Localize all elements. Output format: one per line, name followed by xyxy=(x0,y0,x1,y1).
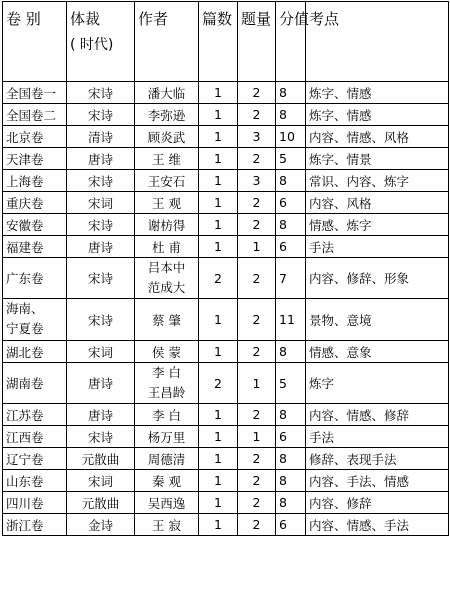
cell-ticai: 宋诗 xyxy=(67,258,135,299)
cell-kaodian: 炼字、情感 xyxy=(306,104,449,126)
header-kaodian: 考点 xyxy=(306,2,449,82)
header-juan: 卷 别 xyxy=(3,2,67,82)
cell-fenzhi: 8 xyxy=(276,170,306,192)
cell-juan xyxy=(3,299,67,341)
cell-pianshu: 1 xyxy=(199,341,238,363)
cell-juan: 江西卷 xyxy=(3,426,67,448)
cell-ticai: 宋诗 xyxy=(67,170,135,192)
cell-fenzhi: 8 xyxy=(276,82,306,104)
cell-fenzhi: 8 xyxy=(276,492,306,514)
cell-ticai: 宋诗 xyxy=(67,299,135,341)
cell-tiliang: 2 xyxy=(238,192,276,214)
cell-fenzhi: 8 xyxy=(276,448,306,470)
cell-pianshu: 1 xyxy=(199,470,238,492)
cell-juan: 北京卷 xyxy=(3,126,67,148)
cell-ticai: 宋诗 xyxy=(67,104,135,126)
cell-pianshu: 1 xyxy=(199,299,238,341)
cell-zuozhe: 周德清 xyxy=(135,448,199,470)
cell-zuozhe: 潘大临 xyxy=(135,82,199,104)
cell-ticai: 金诗 xyxy=(67,514,135,536)
header-ticai-label: 体裁 xyxy=(70,10,101,28)
cell-tiliang: 1 xyxy=(238,236,276,258)
cell-juan: 辽宁卷 xyxy=(3,448,67,470)
table-row xyxy=(3,126,449,148)
cell-ticai: 唐诗 xyxy=(67,404,135,426)
cell-pianshu: 1 xyxy=(199,192,238,214)
cell-zuozhe: 王安石 xyxy=(135,170,199,192)
cell-pianshu: 1 xyxy=(199,404,238,426)
header-fenzhi: 分值 xyxy=(276,2,306,82)
cell-pianshu: 1 xyxy=(199,148,238,170)
table-row xyxy=(3,363,449,404)
cell-zuozhe xyxy=(135,258,199,299)
cell-kaodian: 内容、手法、情感 xyxy=(306,470,449,492)
cell-tiliang: 2 xyxy=(238,148,276,170)
cell-tiliang: 3 xyxy=(238,126,276,148)
cell-kaodian: 内容、情感、修辞 xyxy=(306,404,449,426)
cell-tiliang: 2 xyxy=(238,341,276,363)
cell-tiliang: 2 xyxy=(238,448,276,470)
cell-juan: 山东卷 xyxy=(3,470,67,492)
cell-kaodian: 常识、内容、炼字 xyxy=(306,170,449,192)
cell-pianshu: 1 xyxy=(199,82,238,104)
cell-kaodian: 内容、情感、风格 xyxy=(306,126,449,148)
cell-juan: 广东卷 xyxy=(3,258,67,299)
cell-pianshu: 1 xyxy=(199,448,238,470)
cell-tiliang: 2 xyxy=(238,514,276,536)
cell-juan-line1: 海南、 xyxy=(6,301,44,316)
cell-kaodian: 景物、意境 xyxy=(306,299,449,341)
cell-fenzhi: 8 xyxy=(276,214,306,236)
cell-zuozhe: 李 白 xyxy=(135,404,199,426)
cell-tiliang: 2 xyxy=(238,470,276,492)
cell-fenzhi: 8 xyxy=(276,404,306,426)
cell-juan: 四川卷 xyxy=(3,492,67,514)
cell-kaodian: 内容、风格 xyxy=(306,192,449,214)
table-row xyxy=(3,170,449,192)
cell-fenzhi: 10 xyxy=(276,126,306,148)
cell-ticai: 唐诗 xyxy=(67,236,135,258)
cell-juan: 重庆卷 xyxy=(3,192,67,214)
table-row xyxy=(3,492,449,514)
cell-tiliang: 1 xyxy=(238,363,276,404)
cell-fenzhi: 11 xyxy=(276,299,306,341)
cell-kaodian: 情感、炼字 xyxy=(306,214,449,236)
cell-ticai: 宋诗 xyxy=(67,426,135,448)
cell-fenzhi: 6 xyxy=(276,192,306,214)
cell-tiliang: 2 xyxy=(238,82,276,104)
cell-ticai: 唐诗 xyxy=(67,148,135,170)
cell-zuozhe: 李弥逊 xyxy=(135,104,199,126)
cell-juan: 江苏卷 xyxy=(3,404,67,426)
table-row xyxy=(3,426,449,448)
table-row xyxy=(3,448,449,470)
cell-juan: 全国卷一 xyxy=(3,82,67,104)
cell-zuozhe: 秦 观 xyxy=(135,470,199,492)
cell-tiliang: 2 xyxy=(238,104,276,126)
table-body xyxy=(3,82,449,536)
cell-kaodian: 内容、情感、手法 xyxy=(306,514,449,536)
cell-ticai: 唐诗 xyxy=(67,363,135,404)
cell-pianshu: 1 xyxy=(199,126,238,148)
cell-tiliang: 2 xyxy=(238,214,276,236)
cell-juan: 浙江卷 xyxy=(3,514,67,536)
cell-zuozhe: 侯 蒙 xyxy=(135,341,199,363)
cell-zuozhe xyxy=(135,363,199,404)
cell-fenzhi: 5 xyxy=(276,148,306,170)
cell-pianshu: 1 xyxy=(199,170,238,192)
cell-juan-line2: 宁夏卷 xyxy=(6,321,44,336)
table-row xyxy=(3,214,449,236)
table-row xyxy=(3,470,449,492)
cell-kaodian: 手法 xyxy=(306,236,449,258)
header-ticai xyxy=(67,2,135,82)
cell-pianshu: 2 xyxy=(199,258,238,299)
cell-zuozhe-line2: 王昌龄 xyxy=(147,385,186,400)
cell-zuozhe: 谢枋得 xyxy=(135,214,199,236)
cell-zuozhe-line1: 吕本中 xyxy=(147,260,186,275)
cell-zuozhe: 王 观 xyxy=(135,192,199,214)
cell-ticai: 元散曲 xyxy=(67,492,135,514)
cell-juan: 全国卷二 xyxy=(3,104,67,126)
cell-tiliang: 2 xyxy=(238,299,276,341)
cell-kaodian: 内容、修辞 xyxy=(306,492,449,514)
cell-pianshu: 1 xyxy=(199,104,238,126)
cell-juan: 天津卷 xyxy=(3,148,67,170)
cell-zuozhe: 蔡 肇 xyxy=(135,299,199,341)
cell-fenzhi: 6 xyxy=(276,514,306,536)
header-zuozhe: 作者 xyxy=(135,2,199,82)
cell-zuozhe: 王 寂 xyxy=(135,514,199,536)
cell-ticai: 宋词 xyxy=(67,470,135,492)
cell-fenzhi: 5 xyxy=(276,363,306,404)
cell-zuozhe-line2: 范成大 xyxy=(147,280,186,295)
table-row xyxy=(3,148,449,170)
cell-ticai: 宋诗 xyxy=(67,82,135,104)
cell-kaodian: 炼字、情景 xyxy=(306,148,449,170)
table-row xyxy=(3,514,449,536)
cell-zuozhe: 吴西逸 xyxy=(135,492,199,514)
cell-fenzhi: 7 xyxy=(276,258,306,299)
header-tiliang: 题量 xyxy=(238,2,276,82)
cell-zuozhe-line1: 李 白 xyxy=(152,365,181,380)
cell-juan: 福建卷 xyxy=(3,236,67,258)
cell-fenzhi: 8 xyxy=(276,104,306,126)
exam-poetry-table xyxy=(2,1,449,536)
table-row xyxy=(3,341,449,363)
cell-tiliang: 3 xyxy=(238,170,276,192)
header-pianshu: 篇数 xyxy=(199,2,238,82)
cell-ticai: 清诗 xyxy=(67,126,135,148)
cell-zuozhe: 杜 甫 xyxy=(135,236,199,258)
cell-tiliang: 2 xyxy=(238,258,276,299)
cell-kaodian: 手法 xyxy=(306,426,449,448)
table-row xyxy=(3,258,449,299)
cell-zuozhe: 杨万里 xyxy=(135,426,199,448)
table-row xyxy=(3,404,449,426)
cell-ticai: 宋词 xyxy=(67,192,135,214)
cell-zuozhe: 顾炎武 xyxy=(135,126,199,148)
cell-kaodian: 修辞、表现手法 xyxy=(306,448,449,470)
cell-kaodian: 炼字、情感 xyxy=(306,82,449,104)
cell-juan: 湖北卷 xyxy=(3,341,67,363)
cell-kaodian: 炼字 xyxy=(306,363,449,404)
cell-fenzhi: 8 xyxy=(276,341,306,363)
cell-tiliang: 2 xyxy=(238,492,276,514)
cell-kaodian: 情感、意象 xyxy=(306,341,449,363)
table-row xyxy=(3,299,449,341)
cell-ticai: 宋诗 xyxy=(67,214,135,236)
cell-pianshu: 1 xyxy=(199,426,238,448)
cell-pianshu: 1 xyxy=(199,214,238,236)
cell-ticai: 元散曲 xyxy=(67,448,135,470)
cell-pianshu: 1 xyxy=(199,514,238,536)
cell-fenzhi: 6 xyxy=(276,426,306,448)
cell-zuozhe: 王 维 xyxy=(135,148,199,170)
cell-juan: 上海卷 xyxy=(3,170,67,192)
cell-pianshu: 2 xyxy=(199,363,238,404)
cell-tiliang: 2 xyxy=(238,404,276,426)
table-row xyxy=(3,192,449,214)
cell-juan: 湖南卷 xyxy=(3,363,67,404)
cell-pianshu: 1 xyxy=(199,236,238,258)
cell-juan: 安徽卷 xyxy=(3,214,67,236)
cell-fenzhi: 8 xyxy=(276,470,306,492)
table-row xyxy=(3,104,449,126)
cell-kaodian: 内容、修辞、形象 xyxy=(306,258,449,299)
cell-ticai: 宋词 xyxy=(67,341,135,363)
header-row xyxy=(3,2,449,82)
cell-fenzhi: 6 xyxy=(276,236,306,258)
header-ticai-sub: ( 时代) xyxy=(70,37,114,53)
cell-pianshu: 1 xyxy=(199,492,238,514)
cell-tiliang: 1 xyxy=(238,426,276,448)
table-row xyxy=(3,82,449,104)
table-row xyxy=(3,236,449,258)
